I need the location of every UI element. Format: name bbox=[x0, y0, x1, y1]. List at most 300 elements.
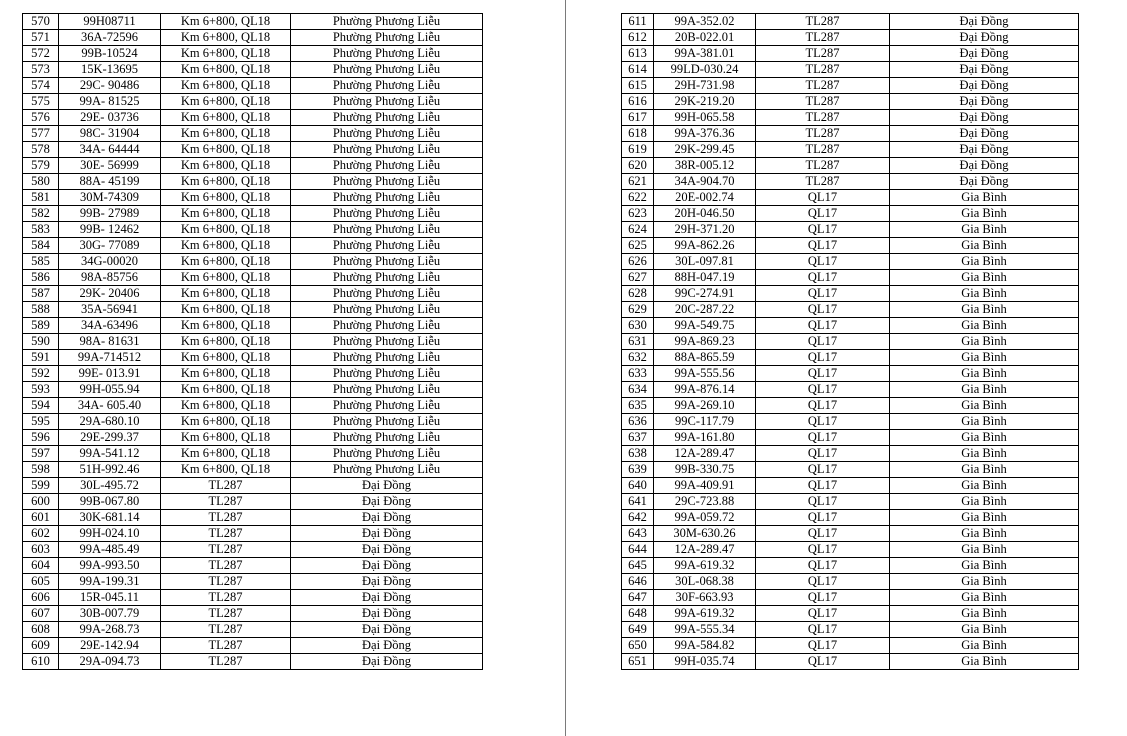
area-cell: Phường Phương Liễu bbox=[291, 14, 483, 30]
area-cell: Phường Phương Liễu bbox=[291, 110, 483, 126]
location-cell: QL17 bbox=[756, 574, 890, 590]
row-number-cell: 584 bbox=[23, 238, 59, 254]
location-cell: TL287 bbox=[756, 94, 890, 110]
table-row bbox=[622, 238, 1079, 254]
area-cell: Gia Bình bbox=[890, 542, 1079, 558]
row-number-cell: 608 bbox=[23, 622, 59, 638]
row-number-cell: 576 bbox=[23, 110, 59, 126]
area-cell: Gia Bình bbox=[890, 622, 1079, 638]
plate-number-cell: 29A-094.73 bbox=[59, 654, 161, 670]
plate-number-cell: 99A-619.32 bbox=[654, 606, 756, 622]
plate-number-cell: 99A-584.82 bbox=[654, 638, 756, 654]
row-number-cell: 648 bbox=[622, 606, 654, 622]
plate-number-cell: 99A-869.23 bbox=[654, 334, 756, 350]
location-cell: TL287 bbox=[161, 606, 291, 622]
row-number-cell: 640 bbox=[622, 478, 654, 494]
row-number-cell: 571 bbox=[23, 30, 59, 46]
plate-number-cell: 98A-85756 bbox=[59, 270, 161, 286]
area-cell: Phường Phương Liễu bbox=[291, 286, 483, 302]
plate-number-cell: 99A- 81525 bbox=[59, 94, 161, 110]
table-row bbox=[622, 286, 1079, 302]
table-row bbox=[23, 286, 483, 302]
location-cell: Km 6+800, QL18 bbox=[161, 190, 291, 206]
location-cell: TL287 bbox=[756, 78, 890, 94]
plate-number-cell: 99A-555.56 bbox=[654, 366, 756, 382]
area-cell: Gia Bình bbox=[890, 654, 1079, 670]
area-cell: Phường Phương Liễu bbox=[291, 126, 483, 142]
row-number-cell: 590 bbox=[23, 334, 59, 350]
plate-number-cell: 29K-219.20 bbox=[654, 94, 756, 110]
area-cell: Đại Đồng bbox=[890, 94, 1079, 110]
row-number-cell: 585 bbox=[23, 254, 59, 270]
row-number-cell: 583 bbox=[23, 222, 59, 238]
row-number-cell: 623 bbox=[622, 206, 654, 222]
area-cell: Gia Bình bbox=[890, 350, 1079, 366]
table-row bbox=[23, 398, 483, 414]
table-row bbox=[622, 494, 1079, 510]
area-cell: Phường Phương Liễu bbox=[291, 462, 483, 478]
location-cell: Km 6+800, QL18 bbox=[161, 462, 291, 478]
plate-number-cell: 15K-13695 bbox=[59, 62, 161, 78]
row-number-cell: 589 bbox=[23, 318, 59, 334]
table-row bbox=[622, 446, 1079, 462]
area-cell: Phường Phương Liễu bbox=[291, 222, 483, 238]
plate-number-cell: 99A-376.36 bbox=[654, 126, 756, 142]
area-cell: Gia Bình bbox=[890, 302, 1079, 318]
location-cell: TL287 bbox=[161, 654, 291, 670]
row-number-cell: 621 bbox=[622, 174, 654, 190]
table-row bbox=[23, 78, 483, 94]
row-number-cell: 586 bbox=[23, 270, 59, 286]
area-cell: Đại Đồng bbox=[291, 526, 483, 542]
location-cell: TL287 bbox=[756, 46, 890, 62]
location-cell: TL287 bbox=[161, 478, 291, 494]
row-number-cell: 627 bbox=[622, 270, 654, 286]
area-cell: Gia Bình bbox=[890, 558, 1079, 574]
row-number-cell: 591 bbox=[23, 350, 59, 366]
row-number-cell: 630 bbox=[622, 318, 654, 334]
table-row bbox=[23, 462, 483, 478]
row-number-cell: 611 bbox=[622, 14, 654, 30]
row-number-cell: 577 bbox=[23, 126, 59, 142]
plate-number-cell: 12A-289.47 bbox=[654, 542, 756, 558]
location-cell: QL17 bbox=[756, 238, 890, 254]
location-cell: Km 6+800, QL18 bbox=[161, 254, 291, 270]
row-number-cell: 594 bbox=[23, 398, 59, 414]
table-row bbox=[622, 414, 1079, 430]
area-cell: Đại Đồng bbox=[291, 638, 483, 654]
plate-number-cell: 99E- 013.91 bbox=[59, 366, 161, 382]
location-cell: QL17 bbox=[756, 318, 890, 334]
row-number-cell: 617 bbox=[622, 110, 654, 126]
area-cell: Phường Phương Liễu bbox=[291, 334, 483, 350]
plate-number-cell: 29C-723.88 bbox=[654, 494, 756, 510]
row-number-cell: 643 bbox=[622, 526, 654, 542]
area-cell: Đại Đồng bbox=[291, 622, 483, 638]
area-cell: Đại Đồng bbox=[291, 574, 483, 590]
location-cell: QL17 bbox=[756, 206, 890, 222]
plate-number-cell: 99B-067.80 bbox=[59, 494, 161, 510]
table-row bbox=[622, 350, 1079, 366]
plate-number-cell: 99A-161.80 bbox=[654, 430, 756, 446]
table-row bbox=[622, 574, 1079, 590]
table-row bbox=[622, 174, 1079, 190]
location-cell: TL287 bbox=[756, 62, 890, 78]
plate-number-cell: 29E-142.94 bbox=[59, 638, 161, 654]
location-cell: TL287 bbox=[756, 14, 890, 30]
table-row bbox=[622, 510, 1079, 526]
location-cell: QL17 bbox=[756, 606, 890, 622]
table-row bbox=[622, 206, 1079, 222]
location-cell: QL17 bbox=[756, 526, 890, 542]
area-cell: Gia Bình bbox=[890, 382, 1079, 398]
table-row bbox=[23, 238, 483, 254]
row-number-cell: 601 bbox=[23, 510, 59, 526]
location-cell: Km 6+800, QL18 bbox=[161, 286, 291, 302]
area-cell: Đại Đồng bbox=[890, 174, 1079, 190]
location-cell: Km 6+800, QL18 bbox=[161, 30, 291, 46]
row-number-cell: 624 bbox=[622, 222, 654, 238]
area-cell: Đại Đồng bbox=[890, 142, 1079, 158]
area-cell: Gia Bình bbox=[890, 478, 1079, 494]
table-row bbox=[622, 622, 1079, 638]
table-row bbox=[23, 14, 483, 30]
table-row bbox=[23, 350, 483, 366]
plate-number-cell: 29H-371.20 bbox=[654, 222, 756, 238]
plate-number-cell: 99A-199.31 bbox=[59, 574, 161, 590]
area-cell: Đại Đồng bbox=[291, 510, 483, 526]
row-number-cell: 580 bbox=[23, 174, 59, 190]
table-row bbox=[622, 398, 1079, 414]
row-number-cell: 588 bbox=[23, 302, 59, 318]
table-row bbox=[622, 126, 1079, 142]
table-row bbox=[23, 334, 483, 350]
location-cell: QL17 bbox=[756, 414, 890, 430]
row-number-cell: 610 bbox=[23, 654, 59, 670]
row-number-cell: 625 bbox=[622, 238, 654, 254]
row-number-cell: 570 bbox=[23, 14, 59, 30]
plate-number-cell: 35A-56941 bbox=[59, 302, 161, 318]
table-row bbox=[23, 110, 483, 126]
row-number-cell: 597 bbox=[23, 446, 59, 462]
location-cell: Km 6+800, QL18 bbox=[161, 270, 291, 286]
area-cell: Phường Phương Liễu bbox=[291, 398, 483, 414]
row-number-cell: 578 bbox=[23, 142, 59, 158]
table-row bbox=[23, 366, 483, 382]
location-cell: Km 6+800, QL18 bbox=[161, 430, 291, 446]
location-cell: TL287 bbox=[161, 494, 291, 510]
row-number-cell: 632 bbox=[622, 350, 654, 366]
row-number-cell: 620 bbox=[622, 158, 654, 174]
plate-number-cell: 99A-549.75 bbox=[654, 318, 756, 334]
row-number-cell: 609 bbox=[23, 638, 59, 654]
location-cell: QL17 bbox=[756, 462, 890, 478]
row-number-cell: 650 bbox=[622, 638, 654, 654]
plate-number-cell: 30L-068.38 bbox=[654, 574, 756, 590]
row-number-cell: 646 bbox=[622, 574, 654, 590]
row-number-cell: 581 bbox=[23, 190, 59, 206]
plate-number-cell: 99C-274.91 bbox=[654, 286, 756, 302]
row-number-cell: 614 bbox=[622, 62, 654, 78]
area-cell: Gia Bình bbox=[890, 494, 1079, 510]
row-number-cell: 604 bbox=[23, 558, 59, 574]
plate-number-cell: 99A-409.91 bbox=[654, 478, 756, 494]
plate-number-cell: 98C- 31904 bbox=[59, 126, 161, 142]
location-cell: TL287 bbox=[756, 110, 890, 126]
location-cell: Km 6+800, QL18 bbox=[161, 110, 291, 126]
table-row bbox=[23, 190, 483, 206]
area-cell: Phường Phương Liễu bbox=[291, 302, 483, 318]
location-cell: QL17 bbox=[756, 222, 890, 238]
location-cell: Km 6+800, QL18 bbox=[161, 414, 291, 430]
row-number-cell: 645 bbox=[622, 558, 654, 574]
plate-number-cell: 99A-352.02 bbox=[654, 14, 756, 30]
table-row bbox=[23, 494, 483, 510]
table-row bbox=[23, 542, 483, 558]
area-cell: Đại Đồng bbox=[291, 542, 483, 558]
row-number-cell: 579 bbox=[23, 158, 59, 174]
area-cell: Gia Bình bbox=[890, 334, 1079, 350]
table-row bbox=[622, 318, 1079, 334]
row-number-cell: 635 bbox=[622, 398, 654, 414]
area-cell: Đại Đồng bbox=[291, 590, 483, 606]
row-number-cell: 616 bbox=[622, 94, 654, 110]
plate-number-cell: 20C-287.22 bbox=[654, 302, 756, 318]
table-row bbox=[622, 366, 1079, 382]
area-cell: Phường Phương Liễu bbox=[291, 30, 483, 46]
plate-number-cell: 30B-007.79 bbox=[59, 606, 161, 622]
row-number-cell: 612 bbox=[622, 30, 654, 46]
location-cell: TL287 bbox=[161, 542, 291, 558]
plate-number-cell: 99C-117.79 bbox=[654, 414, 756, 430]
plate-number-cell: 51H-992.46 bbox=[59, 462, 161, 478]
location-cell: Km 6+800, QL18 bbox=[161, 206, 291, 222]
area-cell: Gia Bình bbox=[890, 574, 1079, 590]
area-cell: Đại Đồng bbox=[890, 46, 1079, 62]
area-cell: Phường Phương Liễu bbox=[291, 318, 483, 334]
plate-number-cell: 88H-047.19 bbox=[654, 270, 756, 286]
row-number-cell: 649 bbox=[622, 622, 654, 638]
table-row bbox=[23, 318, 483, 334]
table-row bbox=[622, 222, 1079, 238]
location-cell: TL287 bbox=[161, 558, 291, 574]
table-row bbox=[622, 142, 1079, 158]
violation-table-left bbox=[22, 13, 483, 670]
location-cell: QL17 bbox=[756, 270, 890, 286]
location-cell: TL287 bbox=[756, 126, 890, 142]
area-cell: Phường Phương Liễu bbox=[291, 142, 483, 158]
location-cell: Km 6+800, QL18 bbox=[161, 78, 291, 94]
plate-number-cell: 99A-059.72 bbox=[654, 510, 756, 526]
plate-number-cell: 29H-731.98 bbox=[654, 78, 756, 94]
plate-number-cell: 99A-862.26 bbox=[654, 238, 756, 254]
plate-number-cell: 34A- 64444 bbox=[59, 142, 161, 158]
table-row bbox=[622, 478, 1079, 494]
table-row bbox=[622, 590, 1079, 606]
area-cell: Gia Bình bbox=[890, 286, 1079, 302]
plate-number-cell: 29E- 03736 bbox=[59, 110, 161, 126]
table-row bbox=[23, 62, 483, 78]
area-cell: Phường Phương Liễu bbox=[291, 430, 483, 446]
location-cell: Km 6+800, QL18 bbox=[161, 174, 291, 190]
table-row bbox=[23, 430, 483, 446]
row-number-cell: 593 bbox=[23, 382, 59, 398]
area-cell: Phường Phương Liễu bbox=[291, 446, 483, 462]
area-cell: Phường Phương Liễu bbox=[291, 270, 483, 286]
row-number-cell: 602 bbox=[23, 526, 59, 542]
area-cell: Gia Bình bbox=[890, 526, 1079, 542]
row-number-cell: 599 bbox=[23, 478, 59, 494]
row-number-cell: 592 bbox=[23, 366, 59, 382]
location-cell: QL17 bbox=[756, 542, 890, 558]
location-cell: Km 6+800, QL18 bbox=[161, 94, 291, 110]
location-cell: Km 6+800, QL18 bbox=[161, 142, 291, 158]
table-row bbox=[622, 46, 1079, 62]
area-cell: Gia Bình bbox=[890, 430, 1079, 446]
area-cell: Đại Đồng bbox=[890, 110, 1079, 126]
area-cell: Phường Phương Liễu bbox=[291, 206, 483, 222]
area-cell: Gia Bình bbox=[890, 606, 1079, 622]
table-row bbox=[622, 430, 1079, 446]
plate-number-cell: 99H-065.58 bbox=[654, 110, 756, 126]
table-row bbox=[23, 174, 483, 190]
row-number-cell: 639 bbox=[622, 462, 654, 478]
area-cell: Phường Phương Liễu bbox=[291, 158, 483, 174]
table-row bbox=[622, 542, 1079, 558]
area-cell: Phường Phương Liễu bbox=[291, 238, 483, 254]
table-row bbox=[23, 382, 483, 398]
location-cell: TL287 bbox=[756, 158, 890, 174]
location-cell: Km 6+800, QL18 bbox=[161, 302, 291, 318]
row-number-cell: 622 bbox=[622, 190, 654, 206]
location-cell: Km 6+800, QL18 bbox=[161, 14, 291, 30]
table-row bbox=[23, 622, 483, 638]
area-cell: Gia Bình bbox=[890, 590, 1079, 606]
table-row bbox=[23, 142, 483, 158]
area-cell: Phường Phương Liễu bbox=[291, 366, 483, 382]
location-cell: Km 6+800, QL18 bbox=[161, 46, 291, 62]
area-cell: Gia Bình bbox=[890, 190, 1079, 206]
area-cell: Gia Bình bbox=[890, 366, 1079, 382]
area-cell: Phường Phương Liễu bbox=[291, 254, 483, 270]
table-row bbox=[23, 606, 483, 622]
location-cell: QL17 bbox=[756, 398, 890, 414]
table-row bbox=[23, 446, 483, 462]
plate-number-cell: 99B-330.75 bbox=[654, 462, 756, 478]
row-number-cell: 574 bbox=[23, 78, 59, 94]
location-cell: QL17 bbox=[756, 430, 890, 446]
area-cell: Gia Bình bbox=[890, 446, 1079, 462]
area-cell: Gia Bình bbox=[890, 462, 1079, 478]
page-divider bbox=[565, 0, 566, 736]
plate-number-cell: 30L-097.81 bbox=[654, 254, 756, 270]
table-row bbox=[622, 526, 1079, 542]
plate-number-cell: 30M-630.26 bbox=[654, 526, 756, 542]
area-cell: Gia Bình bbox=[890, 238, 1079, 254]
area-cell: Đại Đồng bbox=[890, 62, 1079, 78]
location-cell: QL17 bbox=[756, 286, 890, 302]
table-row bbox=[622, 606, 1079, 622]
location-cell: Km 6+800, QL18 bbox=[161, 62, 291, 78]
plate-number-cell: 99A-993.50 bbox=[59, 558, 161, 574]
plate-number-cell: 34A-904.70 bbox=[654, 174, 756, 190]
location-cell: Km 6+800, QL18 bbox=[161, 238, 291, 254]
location-cell: QL17 bbox=[756, 254, 890, 270]
table-row bbox=[622, 334, 1079, 350]
plate-number-cell: 99H-035.74 bbox=[654, 654, 756, 670]
plate-number-cell: 29K-299.45 bbox=[654, 142, 756, 158]
row-number-cell: 626 bbox=[622, 254, 654, 270]
plate-number-cell: 99A-555.34 bbox=[654, 622, 756, 638]
area-cell: Phường Phương Liễu bbox=[291, 382, 483, 398]
area-cell: Gia Bình bbox=[890, 638, 1079, 654]
table-body-left bbox=[23, 14, 483, 670]
area-cell: Phường Phương Liễu bbox=[291, 78, 483, 94]
location-cell: Km 6+800, QL18 bbox=[161, 222, 291, 238]
location-cell: QL17 bbox=[756, 478, 890, 494]
plate-number-cell: 29C- 90486 bbox=[59, 78, 161, 94]
row-number-cell: 605 bbox=[23, 574, 59, 590]
plate-number-cell: 99B- 27989 bbox=[59, 206, 161, 222]
location-cell: QL17 bbox=[756, 334, 890, 350]
plate-number-cell: 34G-00020 bbox=[59, 254, 161, 270]
row-number-cell: 613 bbox=[622, 46, 654, 62]
row-number-cell: 644 bbox=[622, 542, 654, 558]
row-number-cell: 638 bbox=[622, 446, 654, 462]
table-body-right bbox=[622, 14, 1079, 670]
area-cell: Đại Đồng bbox=[890, 14, 1079, 30]
table-row bbox=[23, 94, 483, 110]
row-number-cell: 647 bbox=[622, 590, 654, 606]
area-cell: Đại Đồng bbox=[890, 126, 1079, 142]
area-cell: Gia Bình bbox=[890, 270, 1079, 286]
plate-number-cell: 38R-005.12 bbox=[654, 158, 756, 174]
table-row bbox=[622, 654, 1079, 670]
table-row bbox=[23, 558, 483, 574]
location-cell: Km 6+800, QL18 bbox=[161, 446, 291, 462]
area-cell: Gia Bình bbox=[890, 398, 1079, 414]
table-row bbox=[23, 590, 483, 606]
plate-number-cell: 99B- 12462 bbox=[59, 222, 161, 238]
plate-number-cell: 30L-495.72 bbox=[59, 478, 161, 494]
row-number-cell: 628 bbox=[622, 286, 654, 302]
location-cell: Km 6+800, QL18 bbox=[161, 366, 291, 382]
row-number-cell: 596 bbox=[23, 430, 59, 446]
row-number-cell: 619 bbox=[622, 142, 654, 158]
row-number-cell: 634 bbox=[622, 382, 654, 398]
location-cell: QL17 bbox=[756, 350, 890, 366]
row-number-cell: 572 bbox=[23, 46, 59, 62]
table-row bbox=[23, 638, 483, 654]
plate-number-cell: 30E- 56999 bbox=[59, 158, 161, 174]
plate-number-cell: 99A-381.01 bbox=[654, 46, 756, 62]
location-cell: QL17 bbox=[756, 638, 890, 654]
table-row bbox=[622, 78, 1079, 94]
plate-number-cell: 99A-876.14 bbox=[654, 382, 756, 398]
location-cell: QL17 bbox=[756, 590, 890, 606]
area-cell: Đại Đồng bbox=[890, 30, 1079, 46]
plate-number-cell: 99A-619.32 bbox=[654, 558, 756, 574]
table-row bbox=[23, 30, 483, 46]
plate-number-cell: 30M-74309 bbox=[59, 190, 161, 206]
location-cell: QL17 bbox=[756, 302, 890, 318]
location-cell: QL17 bbox=[756, 510, 890, 526]
area-cell: Đại Đồng bbox=[291, 606, 483, 622]
area-cell: Phường Phương Liễu bbox=[291, 414, 483, 430]
row-number-cell: 587 bbox=[23, 286, 59, 302]
location-cell: TL287 bbox=[161, 574, 291, 590]
location-cell: TL287 bbox=[161, 622, 291, 638]
